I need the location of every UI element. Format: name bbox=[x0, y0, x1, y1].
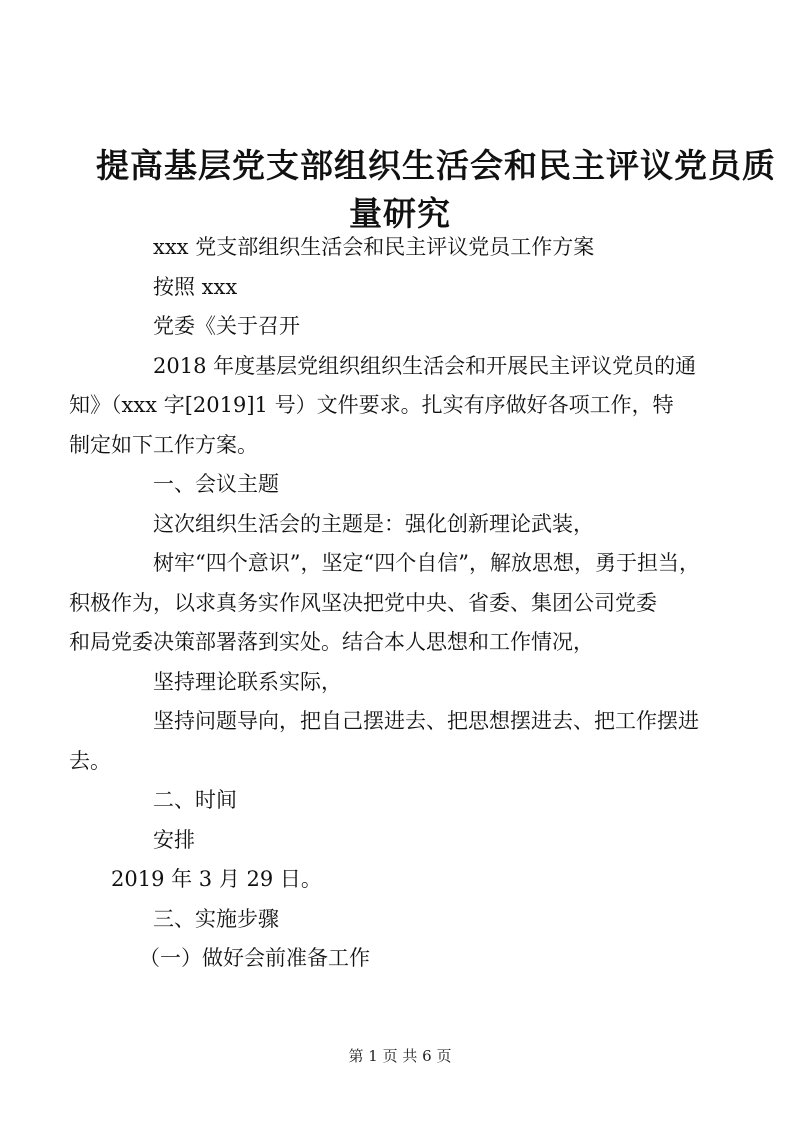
paragraph-theme bbox=[111, 505, 701, 545]
text-line: 党委《关于召开 bbox=[153, 314, 300, 338]
paragraph-plan-title bbox=[111, 228, 701, 268]
text-line: 和局党委决策部署落到实处。结合本人思想和工作情况， bbox=[69, 630, 594, 654]
title-line-1: 提高基层党支部组织生活会和民主评议党员质 bbox=[96, 146, 776, 185]
paragraph-theory bbox=[111, 663, 701, 703]
section-heading-steps bbox=[111, 900, 701, 940]
text-line: 树牢“四个意识”，坚定“四个自信”，解放思想，勇于担当， bbox=[153, 551, 700, 575]
text-line: 这次组织生活会的主题是：强化创新理论武装， bbox=[153, 511, 594, 536]
text-line: 坚持问题导向，把自己摆进去、把思想摆进去、把工作摆进 bbox=[153, 709, 699, 733]
text-line: 按照 xxx bbox=[153, 274, 238, 299]
text-line: 制定如下工作方案。 bbox=[69, 432, 258, 457]
document-body bbox=[69, 228, 701, 979]
text-line: 去。 bbox=[69, 748, 111, 773]
paragraph-according bbox=[111, 268, 701, 308]
paragraph-committee bbox=[111, 307, 701, 347]
page-footer: 第 1 页 共 6 页 bbox=[348, 1047, 452, 1065]
text-line: 2018 年度基层党组织组织生活会和开展民主评议党员的通 bbox=[153, 353, 697, 378]
text-line: 二、时间 bbox=[153, 788, 237, 812]
title-line-2: 量研究 bbox=[349, 194, 451, 233]
text-line: 坚持理论联系实际， bbox=[153, 669, 342, 694]
section-heading-theme bbox=[111, 465, 701, 505]
text-line: 安排 bbox=[153, 827, 195, 852]
text-line: 三、实施步骤 bbox=[153, 906, 279, 931]
section-heading-time bbox=[111, 781, 701, 821]
paragraph-arrangement bbox=[111, 821, 701, 861]
paragraph-date bbox=[111, 860, 701, 900]
paragraph-problem bbox=[69, 702, 701, 781]
paragraph-notice bbox=[69, 347, 701, 466]
document-title bbox=[96, 142, 776, 238]
paragraph-awareness bbox=[69, 544, 701, 663]
text-line: （一）做好会前准备工作 bbox=[139, 946, 370, 970]
subsection-heading-preparation bbox=[111, 939, 701, 979]
text-line: 积极作为，以求真务实作风坚决把党中央、省委、集团公司党委 bbox=[69, 590, 657, 615]
text-line: 知》（xxx 字[2019]1 号）文件要求。扎实有序做好各项工作，特 bbox=[69, 393, 674, 417]
text-line: 一、会议主题 bbox=[153, 472, 279, 496]
text-line: xxx 党支部组织生活会和民主评议党员工作方案 bbox=[153, 235, 595, 259]
text-line: 2019 年 3 月 29 日。 bbox=[111, 867, 322, 891]
